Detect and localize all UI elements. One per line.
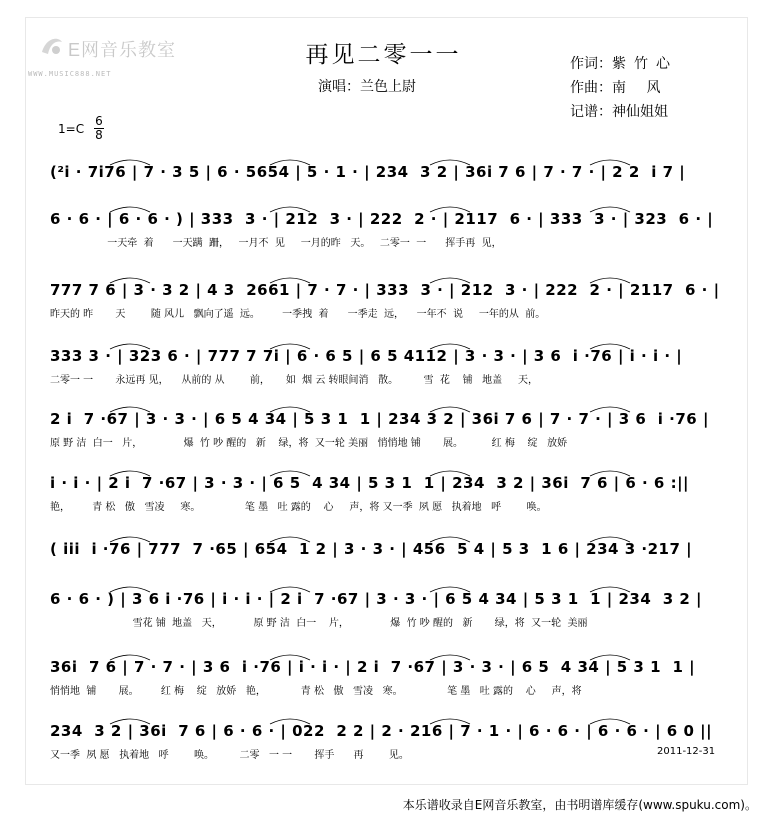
notation-line: 333 3 · | 323 6 · | 777 7 7i | 6 · 6 5 | 6 5 4112 | 3 · 3 · | 3 6 i ·76 | i · i · | [50,347,683,365]
lyrics-line: 原 野 洁 白一 片， 爆 竹 吵 醒的 新 绿，将 又一轮 美丽 悄悄地 铺 展。 红 梅 绽 放娇 [50,438,568,449]
notation-line: ( iii i ·76 | 777 7 ·65 | 654 1 2 | 3 · 3 · | 456 5 4 | 5 3 1 6 | 234 3 ·217 | [50,540,693,558]
score-line [50,722,720,761]
notation-line: 6 · 6 · | 6 · 6 · ) | 333 3 · | 212 3 · | 222 2 · | 2117 6 · | 333 3 · | 323 6 · | [50,210,714,228]
notation-line: 2 i 7 ·67 | 3 · 3 · | 6 5 4 34 | 5 3 1 1 | 234 3 2 | 36i 7 6 | 7 · 7 · | 3 6 i ·76 | [50,410,709,428]
lyrics-line: 艳， 青 松 傲 雪凌 寒。 笔 墨 吐 露的 心 声，将 又一季 夙 愿 执着地 呼 唤。 [50,502,547,513]
logo-text: E网音乐教室 [68,40,177,60]
notation-line: 36i 7 6 | 7 · 7 · | 3 6 i ·76 | i · i · | 2 i 7 ·67 | 3 · 3 · | 6 5 4 34 | 5 3 1 1 | [50,658,696,676]
slur-marks [50,275,720,285]
score-line [50,540,720,564]
slur-marks [50,204,720,214]
key-signature: 1=C [58,122,85,136]
footer-note: 本乐谱收录自E网音乐教室，由书明谱库缓存(www.spuku.com)。 [402,798,757,812]
score-line [50,410,720,449]
slur-marks [50,404,720,414]
notation-line: (²i · 7i76 | 7 · 3 5 | 6 · 5654 | 5 · 1 · | 234 3 2 | 36i 7 6 | 7 · 7 · | 2 2 i 7 | [50,163,686,181]
notation-line: 6 · 6 · ) | 3 6 i ·76 | i · i · | 2 i 7 ·67 | 3 · 3 · | 6 5 4 34 | 5 3 1 1 | 234 3 2 | [50,590,703,608]
lyrics-line: 悄悄地 铺 展。 红 梅 绽 放娇 艳， 青 松 傲 雪凌 寒。 笔 墨 吐 露的 心 声，将 [50,686,582,697]
lyrics-line: 昨天的 昨 天 随 风儿 飘向了遥 远。 一季拽 着 一季走 远， 一年不 说 一年的从 前。 [50,309,546,320]
slur-marks [50,468,720,478]
score-line [50,590,720,629]
lyrics-line: 一天牵 着 一天蹒 跚， 一月不 见 一月的昨 天。 二零一 一 挥手再 见， [50,238,502,249]
transcriber-line: 记谱：神仙姐姐 [570,104,668,120]
song-title: 再见二零一一 [305,42,462,68]
score-line [50,658,720,697]
slur-marks [50,341,720,351]
slur-marks [50,716,720,726]
slur-marks [50,652,720,662]
credits [570,52,692,124]
score-line [50,163,720,187]
singer: 演唱：兰色上尉 [318,79,416,95]
lyrics-line: 雪花 铺 地盖 天， 原 野 洁 白一 片， 爆 竹 吵 醒的 新 绿，将 又一轮 美丽 [50,618,588,629]
composer-line: 作曲：南 风 [570,80,669,96]
lyrics-line: 二零一 一 永远再 见， 从前的 从 前， 如 烟 云 转眼间消 散。 雪 花 铺 地盖 天， [50,375,539,386]
notation-line: i · i · | 2 i 7 ·67 | 3 · 3 · | 6 5 4 34 | 5 3 1 1 | 234 3 2 | 36i 7 6 | 6 · 6 :|| [50,474,690,492]
score-line [50,210,720,249]
logo-url: WWW.MUSIC888.NET [28,70,112,78]
slur-marks [50,534,720,544]
time-signature: 6 8 [95,114,103,142]
transcription-date: 2011-12-31 [657,746,716,757]
notation-line: 777 7 6 | 3 · 3 2 | 4 3 2661 | 7 · 7 · | 333 3 · | 212 3 · | 222 2 · | 2117 6 · | [50,281,720,299]
score-line [50,474,720,513]
notation-line: 234 3 2 | 36i 7 6 | 6 · 6 · | 022 2 2 | 2 · 216 | 7 · 1 · | 6 · 6 · | 6 · 6 · | 6 0 || [50,722,713,740]
lyricist-line: 作词：紫竹心 [570,56,678,72]
score-line [50,281,720,320]
lyrics-line: 又一季 夙 愿 执着地 呼 唤。 二零 一 一 挥手 再 见。 [50,750,409,761]
score-line [50,347,720,386]
slur-marks [50,157,720,167]
slur-marks [50,584,720,594]
